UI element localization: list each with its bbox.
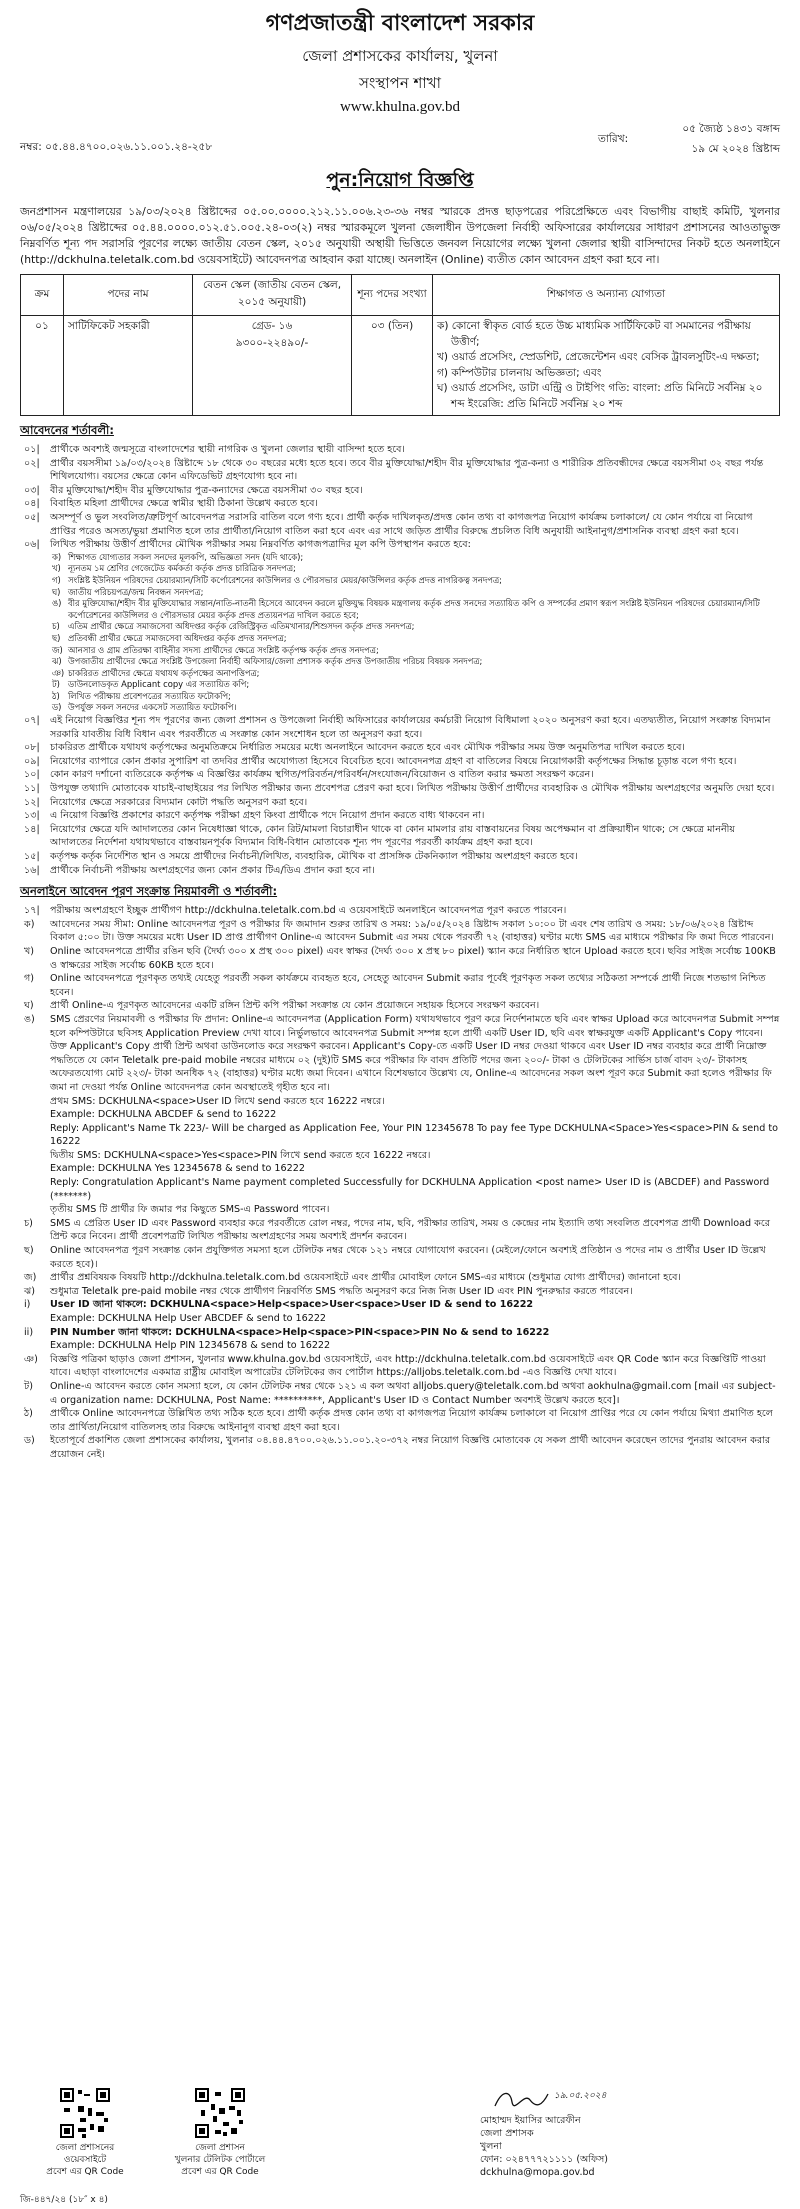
- list-item-text: বিজ্ঞপ্তি পত্রিকা ছাড়াও জেলা প্রশাসন, খুলনার www.khulna.gov.bd ওয়েবসাইটে, এবং http://dckhulna.teletalk.com.bd ওয়েবসাইটে এবং QR Code স্ক্যান করে বিজ্ঞপ্তিটি পাওয়া যাবে। এছাড়া বাংলাদেশের একমাত্র রাষ্ট্রীয় মোবাইল অপারেটর টেলিটকের জব পোর্টাল https://alljobs.teletalk.com.bd -এও বিজ্ঞপ্তি দেখা যাবে।: [50, 1353, 766, 1379]
- list-item: [20, 1434, 780, 1461]
- signatory-email[interactable]: dckhulna@mopa.gov.bd: [480, 2167, 595, 2178]
- signatory-phone: ফোন: ০২৪৭৭৭২১১১১ (অফিস): [480, 2154, 608, 2165]
- notice-title-text: পুন:নিয়োগ বিজ্ঞপ্তি: [326, 169, 474, 191]
- list-item-number: ১২|: [24, 796, 40, 808]
- list-item: [20, 945, 780, 972]
- list-item: [20, 1312, 780, 1326]
- list-item: [20, 972, 780, 999]
- list-item: [20, 1326, 780, 1340]
- list-item: [20, 511, 780, 538]
- list-item-number: ০৪|: [24, 498, 40, 510]
- list-item: [20, 782, 780, 796]
- row-count: ০৩ (তিন): [352, 316, 433, 416]
- list-item: [20, 918, 780, 945]
- list-item: [20, 633, 780, 645]
- list-item-number: ০৮|: [24, 742, 40, 754]
- list-item-text: এই নিয়োগ বিজ্ঞপ্তির শূন্য পদ পূরণের জন্য জেলা প্রশাসন ও উপজেলা নির্বাহী অফিসারের কার্যালয়ের কর্মচারী নিয়োগ বিধিমালা ২০২০ অনুসরণ করা হবে। এতদ্ব্যতীত, নিয়োগ সংক্রান্ত বিদ্যমান সরকারি যাবতীয় বিধি বিধান এবং পরবর্তীতে এ সংক্রান্ত কোন সংশোধন হলে তা অনুসরণ করা হবে।: [50, 715, 771, 740]
- list-item-number: ঞ): [52, 667, 65, 678]
- list-item-text: SMS এ প্রেরিত User ID এবং Password ব্যবহার করে পরবর্তীতে রোল নম্বর, পদের নাম, ছবি, পরীক্ষার তারিখ, সময় ও কেন্দ্রের নাম ইত্যাদি তথ্য সংবলিত প্রবেশপত্র প্রার্থী Download করে প্রিন্ট করে নিবেন। প্রার্থী প্রবেশপত্রটি লিখিত পরীক্ষায় অংশগ্রহণের সময় অবশ্যই প্রদর্শন করবেন।: [50, 1217, 770, 1243]
- list-item: [20, 714, 780, 741]
- list-item-number: ১১|: [24, 783, 40, 795]
- qr-caption-line: জেলা প্রশাসন: [195, 2143, 245, 2153]
- list-item-text: সংশ্লিষ্ট ইউনিয়ন পরিষদের চেয়ারম্যান/সিটি কর্পোরেশনের কাউন্সিলর ও পৌরসভার মেয়র/কাউন্সিলর কর্তৃক প্রদত্ত নাগরিকত্ব সনদপত্র;: [68, 574, 502, 585]
- list-item-number: ঝ): [24, 1285, 36, 1297]
- list-item-text: প্রার্থীকে অবশ্যই জন্মসূত্রে বাংলাদেশের স্থায়ী নাগরিক ও খুলনা জেলার স্থায়ী বাসিন্দা হতে হবে।: [50, 444, 405, 455]
- list-item: [20, 598, 780, 621]
- list-item-number: গ): [52, 574, 61, 585]
- qualification-item: গ) কম্পিউটার চালনায় অভিজ্ঞতা; এবং: [437, 366, 602, 379]
- list-item-text: এতিম প্রার্থীর ক্ষেত্রে সমাজসেবা অধিদপ্তর কর্তৃক রেজিস্ট্রিকৃত এতিমখানার/শিশুসদন কর্তৃক প্রদত্ত সনদপত্র;: [68, 621, 415, 632]
- list-item: [20, 768, 780, 782]
- conditions-list: [20, 443, 780, 877]
- list-item-number: ট): [52, 679, 60, 690]
- list-item-text: Example: DCKHULNA ABCDEF & send to 16222: [50, 1109, 277, 1121]
- list-item-text: চাকরিরত প্রার্থীকে যথাযথ কর্তৃপক্ষের অনুমতিক্রমে নির্ধারিত সময়ের মধ্যে অনলাইনে আবেদন করতে হবে এবং মৌখিক পরীক্ষার সময় উক্ত অনুমতিপত্র দাখিল করতে হবে।: [50, 742, 685, 754]
- list-item-text: আনসার ও গ্রাম প্রতিরক্ষা বাহিনীর সদস্য প্রার্থীদের ক্ষেত্রে সংশ্লিষ্ট কর্তৃপক্ষ কর্তৃক প্রদত্ত সনদপত্র;: [68, 644, 379, 655]
- list-item: [20, 809, 780, 823]
- list-item-number: খ): [24, 945, 35, 957]
- list-item-text: কর্তৃপক্ষ কর্তৃক নির্দেশিত স্থান ও সময়ে প্রার্থীদের নির্বাচনী/লিখিত, ব্যবহারিক, মৌখিক বা প্রাসঙ্গিক টেকনিক্যাল পরীক্ষায় অংশগ্রহণ করতে হবে।: [50, 851, 578, 862]
- list-item-text: লিখিত পরীক্ষায় প্রবেশপত্রের সত্যায়িত ফটোকপি;: [68, 690, 231, 701]
- list-item: [20, 1108, 780, 1122]
- qr-caption-line: প্রবেশ এর QR Code: [181, 2167, 259, 2177]
- list-item-text: SMS প্রেরণের নিয়মাবলী ও পরীক্ষার ফি প্রদান: Online-এ আবেদনপত্র (Application Form) যথাযথভাবে পূরণ করে নির্দেশনামতে ছবি এবং স্বাক্ষর Upload করে আবেদনপত্র Submit সম্পন্ন হলে কম্পিউটারে ছবিসহ Application Preview দেখা যাবে। নির্ভুলভাবে আবেদনপত্র Submit সম্পন্ন হলে প্রার্থী একটি User ID, ছবি এবং স্বাক্ষরযুক্ত একটি Applicant's Copy পাবেন। উক্ত Applicant's Copy প্রার্থী প্রিন্ট অথবা ডাউনলোড করে সংরক্ষণ করবেন। Applicant's Copy-তে একটি User ID নম্বর দেওয়া থাকবে এবং User ID নম্বর ব্যবহার করে প্রার্থী নিম্নোক্ত পদ্ধতিতে যে কোন Teletalk pre-paid mobile নম্বরের মাধ্যমে ০২ (দুই)টি SMS করে পরীক্ষার ফি বাবদ প্রতিটি পদের জন্য ২০০/- টাকা ও টেলিটকের সার্ভিস চার্জ বাবদ ২৩/- টাকাসহ অফেরতযোগ্য মোট ২২৩/- টাকা অনধিক ৭২ (বাহাত্তর) ঘণ্টার মধ্যে জমা দিবেন। এখানে বিশেষভাবে উল্লেখ্য যে, Online-এ আবেদনের সকল অংশ পূরণ করে Submit করা হলেও পরীক্ষার ফি জমা না দেওয়া পর্যন্ত Online আবেদনপত্র কোন অবস্থাতেই গৃহীত হবে না।: [50, 1013, 780, 1093]
- list-item-number: ১৫|: [24, 851, 40, 862]
- list-item-number: ০৩|: [24, 484, 40, 496]
- list-item-text: Reply: Congratulation Applicant's Name payment completed Successfully for DCKHULNA Application <post name> User ID is (ABCDEF) and Password (*******): [50, 1177, 770, 1202]
- list-item-number: খ): [52, 563, 61, 574]
- qualification-item: ঘ) ওয়ার্ড প্রসেসিং, ডাটা এন্ট্রি ও টাইপিং গতি: বাংলা: প্রতি মিনিটে সর্বনিম্ন ২০ শব্দ ইংরেজি: প্রতি মিনিটে সর্বনিম্ন ২০ শব্দ: [437, 382, 763, 410]
- print-code: জি-৪৪৭/২৪ (১৮″ x ৪): [20, 2195, 108, 2205]
- list-item-text: Online আবেদনপত্র পূরণ সংক্রান্ত কোন প্রযুক্তিগত সমস্যা হলে টেলিটক নম্বর থেকে ১২১ নম্বরে যোগাযোগ করবেন। (মেইলে/ফোনে অবশ্যই প্রতিষ্ঠান ও পদের নাম ও প্রার্থীর User ID উল্লেখ করতে হবে)।: [50, 1245, 766, 1270]
- list-item: [20, 1380, 780, 1407]
- list-item-number: i): [24, 1299, 31, 1311]
- qr-code-teletalk[interactable]: [195, 2088, 245, 2138]
- list-item-text: জাতীয় পরিচয়পত্র/জন্ম নিবন্ধন সনদপত্র;: [68, 586, 204, 597]
- list-item: [20, 1298, 780, 1312]
- row-serial: ০১: [21, 316, 64, 416]
- list-item: [20, 702, 780, 714]
- list-item: [20, 1285, 780, 1299]
- list-item-text: তৃতীয় SMS টি প্রার্থীর ফি জমার পর কিছুতে SMS-এ Password পাবেন।: [50, 1204, 330, 1216]
- list-item-text: প্রথম SMS: DCKHULNA<space>User ID লিখে send করতে হবে 16222 নম্বরে।: [50, 1095, 385, 1107]
- list-item-number: ড): [52, 702, 62, 713]
- list-item-number: ঘ): [52, 586, 61, 597]
- notice-page: [20, 0, 780, 2205]
- list-item-text: পরীক্ষায় অংশগ্রহণে ইচ্ছুক প্রার্থীগণ http://dckhulna.teletalk.com.bd এ ওয়েবসাইটে অনলাইনে আবেদনপত্র পূরণ করতে পারবেন।: [50, 905, 567, 917]
- signature: [490, 2086, 610, 2112]
- notice-title: [20, 166, 780, 198]
- list-item-text: Example: DCKHULNA Yes 12345678 & send to 16222: [50, 1163, 305, 1175]
- list-item-text: নিয়োগের ব্যাপারে কোন প্রকার সুপারিশ বা তদবির প্রার্থীর অযোগ্যতা হিসেবে বিবেচিত হবে। আবেদনপত্র গ্রহণ বা বাতিলের বিষয়ে নিয়োগকারী কর্তৃপক্ষের সিদ্ধান্ত চূড়ান্ত বলে গণ্য হবে।: [50, 755, 737, 767]
- qr-code-icon: [195, 2088, 245, 2138]
- list-item-text: ন্যূনতম ১ম শ্রেণির গেজেটেড কর্মকর্তা কর্তৃক প্রদত্ত চারিত্রিক সনদপত্র;: [68, 563, 296, 574]
- list-item-number: ঙ): [24, 1013, 35, 1025]
- row-scale: [193, 316, 352, 416]
- qualification-item: ক) কোনো স্বীকৃত বোর্ড হতে উচ্চ মাধ্যমিক সার্টিফিকেট বা সমমানের পরীক্ষায় উত্তীর্ণ;: [437, 320, 751, 348]
- list-item-text: উপজাতীয় প্রার্থীদের ক্ষেত্রে সংশ্লিষ্ট উপজেলা নির্বাহী অফিসার/জেলা প্রশাসক কর্তৃক প্রদত্ত উপজাতীয় পরিচয় বিষয়ক সনদপত্র;: [68, 656, 483, 667]
- list-item: [20, 1095, 780, 1109]
- list-item: [20, 538, 780, 552]
- list-item: [20, 1176, 780, 1203]
- qr-caption-website: [40, 2142, 130, 2178]
- list-item: [20, 1407, 780, 1434]
- intro-paragraph: জনপ্রশাসন মন্ত্রণালয়ের ১৯/০৩/২০২৪ খ্রিষ্টাব্দের ০৫.০০.০০০০.২১২.১১.০০৬.২৩-৩৬ নম্বর স্মারকে প্রদত্ত ছাড়পত্রের পরিপ্রেক্ষিতে এবং বিভাগীয় বাছাই কমিটি, খুলনার ০৬/০৫/২০২৪ খ্রিষ্টাব্দের ০৫.৪৪.০০০০.০১২.৫১.০০৫.২৪-০৩(২) নম্বর স্মারকমূলে খুলনা জেলাধীন উপজেলা নির্বাহী অফিসারের কার্যালয়ের সাধারণ প্রশাসনের আওতাভুক্ত নিম্নবর্ণিত শূন্য পদ সরাসরি পূরণের লক্ষ্যে জাতীয় বেতন স্কেল, ২০১৫ অনুযায়ী অস্থায়ী ভিত্তিতে জনবল নিয়োগের লক্ষ্যে খুলনা জেলার স্থায়ী বাসিন্দাদের নিকট হতে অনলাইনে (http://dckhulna.teletalk.com.bd ওয়েবসাইটে) আবেদনপত্র আহবান করা যাচ্ছে। অনলাইন (Online) ব্যতীত কোন আবেদন গ্রহণ করা হবে না।: [20, 205, 780, 266]
- list-item-number: ঙ): [52, 598, 62, 609]
- date-gregorian: ১৯ মে ২০২৪ খ্রিষ্টাব্দ: [691, 143, 780, 155]
- list-item: [20, 823, 780, 850]
- memo-line: [20, 120, 780, 164]
- list-item-text: Online আবেদনপত্রে পূরণকৃত তথ্যই যেহেতু পরবর্তী সকল কার্যক্রমে ব্যবহৃত হবে, সেহেতু আবেদন Submit করার পূর্বেই পূরণকৃত সকল তথ্যের সঠিকতা সম্পর্কে প্রার্থী নিজে শতভাগ নিশ্চিত হবেন।: [50, 973, 766, 998]
- list-item-number: ঞ): [24, 1353, 38, 1365]
- list-item-text: এ নিয়োগ বিজ্ঞপ্তি প্রকাশের কারণে কর্তৃপক্ষ পরীক্ষা গ্রহণ কিংবা প্রার্থীকে পদে নিয়োগ প্রদান করতে বাধ্য থাকবেন না।: [50, 810, 485, 822]
- list-item-number: ট): [24, 1380, 33, 1392]
- list-item-text: প্রার্থীকে নির্বাচনী পরীক্ষায় অংশগ্রহণের জন্য কোন প্রকার টিএ/ডিএ প্রদান করা হবে না।: [50, 864, 375, 876]
- list-item-number: ক): [52, 551, 62, 562]
- list-item-text: বিবাহিত মহিলা প্রার্থীদের ক্ষেত্রে স্বামীর স্থায়ী ঠিকানা উল্লেখ করতে হবে।: [50, 498, 318, 510]
- list-item-number: ঝ): [52, 656, 62, 667]
- list-item: [20, 864, 780, 878]
- list-item-number: ঘ): [24, 1000, 34, 1012]
- list-item: [20, 679, 780, 691]
- list-item-text: দ্বিতীয় SMS: DCKHULNA<space>Yes<space>PIN লিখে send করতে হবে 16222 নম্বরে।: [50, 1149, 431, 1161]
- date-bangla: ০৫ জ্যৈষ্ঠ ১৪৩১ বঙ্গাব্দ: [682, 123, 780, 135]
- list-item: [20, 497, 780, 511]
- list-item-text: শুধুমাত্র Teletalk pre-paid mobile নম্বর থেকে প্রার্থীগণ নিম্নবর্ণিত SMS পদ্ধতি অনুসরণ করে নিজ নিজ User ID এবং PIN পুনরুদ্ধার করতে পারবেন।: [50, 1285, 633, 1297]
- row-grade: গ্রেড- ১৬: [251, 320, 293, 332]
- list-item-text: উপযুক্ত তথ্যাদি মোতাবেক যাচাই-বাছাইয়ের পর লিখিত পরীক্ষার জন্য প্রবেশপত্র প্রেরণ করা হবে। লিখিত পরীক্ষায় উত্তীর্ণ প্রার্থীদের ব্যবহারিক ও মৌখিক পরীক্ষায় অংশগ্রহণের অনুমতি দেয়া হবে।: [50, 783, 775, 795]
- qualification-item: খ) ওয়ার্ড প্রসেসিং, স্প্রেডশিট, প্রেজেন্টেশন এবং বেসিক ট্রাবলসুটিং-এ দক্ষতা;: [437, 351, 760, 363]
- list-item-text: নিয়োগের ক্ষেত্রে যদি আদালতের কোন নিষেধাজ্ঞা থাকে, কোন রিট/মামলা বিচারাধীন থাকে বা কোন মামলার রায় বাস্তবায়নের বিষয় অপেক্ষমান বা প্রক্রিয়াধীন থাকে; সে ক্ষেত্রে মাননীয় আদালতের নির্দেশনা যথাযথভাবে বাস্তবায়নপূর্বক বিদ্যমান বিধি-বিধান মোতাবেক শূন্য পদ পূরণের পরবর্তী কার্যক্রম গ্রহণ করা হবে।: [50, 823, 736, 849]
- list-item-number: ০২|: [24, 457, 40, 469]
- qr-code-website[interactable]: [60, 2088, 110, 2138]
- qr-caption-line: খুলনার টেলিটক পোর্টালে: [174, 2155, 266, 2165]
- list-item: [20, 552, 780, 564]
- list-item-text: Example: DCKHULNA Help User ABCDEF & send to 16222: [50, 1313, 327, 1324]
- online-rules-title: অনলাইনে আবেদন পূরণ সংক্রান্ত নিয়মাবলী ও শর্তাবলী:: [20, 884, 278, 899]
- signatory-block: [480, 2114, 680, 2179]
- signature-date: ১৯.০৫.২০২৪: [554, 2091, 607, 2101]
- list-item-number: জ): [52, 644, 63, 655]
- col-count: শূন্য পদের সংখ্যা: [352, 275, 433, 316]
- list-item-number: ১৪|: [24, 823, 40, 835]
- list-item-text: প্রতিবন্ধী প্রার্থীর ক্ষেত্রে সমাজসেবা অধিদপ্তর কর্তৃক প্রদত্ত সনদপত্র;: [68, 632, 287, 643]
- list-item-number: ০৬|: [24, 539, 40, 551]
- list-item: [20, 796, 780, 810]
- list-item-text: প্রার্থী Online-এ পূরণকৃত আবেদনের একটি রঙ্গিন প্রিন্ট কপি পরীক্ষা সংক্রান্ত যে কোন প্রয়োজনে সহায়ক হিসেবে সংরক্ষণ করবেন।: [50, 1000, 540, 1012]
- vacancy-table-header: [21, 275, 780, 316]
- list-item: [20, 668, 780, 680]
- list-item-text: বীর মুক্তিযোদ্ধা/শহীদ বীর মুক্তিযোদ্ধার সন্তান/নাতি-নাতনী হিসেবে আবেদন করলে মুক্তিযুদ্ধ বিষয়ক মন্ত্রণালয় কর্তৃক প্রদত্ত সনদের সত্যায়িত কপি ও সম্পর্কের প্রমাণ স্বরূপ সংশ্লিষ্ট ইউনিয়ন পরিষদের চেয়ারম্যান/সিটি কর্পোরেশনের কাউন্সিলর ও পৌরসভার মেয়র কর্তৃক প্রদত্ত প্রত্যয়নপত্র দাখিল করতে হবে;: [68, 598, 760, 620]
- row-post: সাটিফিকেট সহকারী: [64, 316, 193, 416]
- list-item-text: অসম্পূর্ণ ও ভুল সংবলিত/ত্রুটিপূর্ণ আবেদনপত্র সরাসরি বাতিল বলে গণ্য হবে। প্রার্থী কর্তৃক দাখিলকৃত/প্রদত্ত কোন তথ্য বা কাগজপত্র নিয়োগ কার্যক্রম চলাকালে/ যে কোন পর্যায়ে বা নিয়োগ প্রাপ্তির পরেও অসত্য/ভুয়া প্রমাণিত হলে তার প্রার্থীতা/নিয়োগ বাতিল করা হবে এবং এর সাথে জড়িত প্রার্থীর বিরুদ্ধে প্রচলিত বিধি অনুযায়ী আইনানুগ/প্রশাসনিক ব্যবস্থা গ্রহণ করা হবে।: [50, 511, 753, 537]
- list-item-text: লিখিত পরীক্ষায় উত্তীর্ণ প্রার্থীদের মৌখিক পরীক্ষার সময় নিম্নবর্ণিত কাগজপত্রাদির মূল কপি উপস্থাপন করতে হবে:: [50, 539, 471, 551]
- list-item: [20, 1217, 780, 1244]
- list-item-text: প্রার্থীকে Online আবেদনপত্রে উল্লিখিত তথ্য সঠিক হতে হবে। প্রার্থী কর্তৃক প্রদত্ত কোন তথ্য বা কাগজপত্র নিয়োগ কার্যক্রম চলাকালে বা নিয়োগ প্রাপ্তির পরে যে কোন পর্যায়ে মিথ্যা প্রমাণিত হলে তার প্রার্থিতা/নিয়োগ বাতিলসহ তার বিরুদ্ধে আইনানুগ ব্যবস্থা গ্রহণ করা হবে।: [50, 1408, 773, 1433]
- row-pay-scale: ৯৩০০-২২৪৯০/-: [235, 337, 309, 349]
- list-item: [20, 575, 780, 587]
- list-item: [20, 1203, 780, 1217]
- list-item-number: গ): [24, 973, 35, 985]
- list-item-number: ড): [24, 1435, 35, 1447]
- qr-caption-line: ওয়েবসাইটে: [63, 2155, 107, 2165]
- memo-number: নম্বর: ০৫.৪৪.৪৭০০.০২৬.১১.০০১.২৪-২৫৮: [20, 141, 213, 153]
- list-item-text: User ID জানা থাকলে: DCKHULNA<space>Help<space>User<space>User ID & send to 16222: [50, 1299, 534, 1311]
- list-item-text: ডাউনলোডকৃত Applicant copy এর সত্যায়িত কপি;: [68, 679, 250, 690]
- list-item-number: ঠ): [24, 1408, 33, 1420]
- list-item-text: ইতোপূর্বে প্রকাশিত জেলা প্রশাসকের কার্যালয়, খুলনার ০৪.৪৪.৪৭০০.০২৬.১১.০০১.২০-৩৭২ নম্বর নিয়োগ বিজ্ঞপ্তি মোতাবেক যে সকল প্রার্থী আবেদন করেছেন তাদের পুনরায় আবেদন করার প্রয়োজন নেই।: [50, 1435, 771, 1460]
- letterhead: [20, 6, 780, 116]
- col-scale: বেতন স্কেল (জাতীয় বেতন স্কেল, ২০১৫ অনুযায়ী): [193, 275, 352, 316]
- list-item-text: Online আবেদনপত্রে প্রার্থীর রঙিন ছবি (দৈর্ঘ্য ৩০০ x প্রস্থ ৩০০ pixel) এবং স্বাক্ষর (দৈর্ঘ্য ৩০০ x প্রস্থ ৮০ pixel) স্ক্যান করে নির্ধারিত স্থানে Upload করতে হবে। ছবির সাইজ সর্বোচ্চ 100KB ও স্বাক্ষরের সাইজ সর্বোচ্চ 60KB হতে হবে।: [50, 945, 776, 971]
- list-item-number: জ): [24, 1272, 37, 1284]
- list-item: [20, 1149, 780, 1163]
- list-item-number: ii): [24, 1326, 34, 1338]
- government-name: গণপ্রজাতন্ত্রী বাংলাদেশ সরকার: [265, 11, 535, 36]
- col-post: পদের নাম: [64, 275, 193, 316]
- list-item: [20, 645, 780, 657]
- col-qualification: শিক্ষাগত ও অন্যান্য যোগ্যতা: [433, 275, 780, 316]
- list-item: [20, 999, 780, 1013]
- list-item: [20, 1122, 780, 1149]
- list-item: [20, 621, 780, 633]
- row-qualification: [433, 316, 780, 416]
- list-item-number: ১৩|: [24, 810, 40, 822]
- list-item-number: ১৭|: [24, 905, 40, 917]
- list-item: [20, 850, 780, 864]
- list-item: [20, 741, 780, 755]
- list-item: [20, 443, 780, 457]
- conditions-title: আবেদনের শর্তাবলী:: [20, 423, 114, 437]
- list-item-number: ০১|: [24, 444, 40, 455]
- list-item: [20, 457, 780, 484]
- col-serial: ক্রম: [21, 275, 64, 316]
- list-item-text: প্রার্থীর বয়সসীমা ১৯/০৩/২০২৪ খ্রিষ্টাব্দে ১৮ থেকে ৩০ বছরের মধ্যে হতে হবে। তবে বীর মুক্তিযোদ্ধা/শহীদ বীর মুক্তিযোদ্ধার পুত্র-কন্যা ও শারীরিক প্রতিবন্ধীদের ক্ষেত্রে বয়সসীমা ৩২ বছর পর্যন্ত শিথিলযোগ্য। বয়সের ক্ষেত্রে কোন এফিডেভিট গ্রহণযোগ্য হবে না।: [50, 457, 764, 483]
- office-name: জেলা প্রশাসকের কার্যালয়, খুলনা: [302, 47, 498, 65]
- signatory-designation: জেলা প্রশাসক: [480, 2128, 534, 2139]
- branch-name: সংস্থাপন শাখা: [359, 74, 441, 92]
- list-item-text: আবেদনের সময় সীমা: Online আবেদনপত্র পূরণ ও পরীক্ষার ফি জমাদান শুরুর তারিখ ও সময়: ১৯/০৫/২০২৪ খ্রিষ্টাব্দ সকাল ১০:০০ টা এবং শেষ তারিখ ও সময়: ১৮/০৬/২০২৪ খ্রিষ্টাব্দ বিকাল ৫:০০ টা। উক্ত সময়ের মধ্যে User ID প্রাপ্ত প্রার্থীগণ Online-এ আবেদন Submit এর সময় থেকে পরবর্তী ৭২ (বাহাত্তর) ঘণ্টার মধ্যে SMS এর মাধ্যমে পরীক্ষার ফি জমা দিতে পারবেন।: [50, 918, 774, 944]
- list-item-text: শিক্ষাগত যোগ্যতার সকল সনদের মূলকপি, অভিজ্ঞতা সনদ (যদি থাকে);: [68, 551, 304, 562]
- list-item-number: ০৫|: [24, 511, 40, 523]
- list-item-number: চ): [52, 621, 60, 632]
- list-item: [20, 484, 780, 498]
- list-item-text: উপর্যুক্ত সকল সনদের একসেট সত্যায়িত ফটোকপি।: [68, 702, 237, 713]
- list-item-number: ঠ): [52, 690, 60, 701]
- list-item-text: Example: DCKHULNA Help PIN 12345678 & send to 16222: [50, 1340, 331, 1352]
- list-item-number: ছ): [52, 632, 61, 643]
- list-item-text: বীর মুক্তিযোদ্ধা/শহীদ বীর মুক্তিযোদ্ধার পুত্র-কন্যাদের ক্ষেত্রে বয়সসীমা ৩০ বছর হবে।: [50, 484, 363, 496]
- list-item: [20, 563, 780, 575]
- table-row: [21, 316, 780, 416]
- list-item: [20, 691, 780, 703]
- list-item: [20, 656, 780, 668]
- qr-caption-line: প্রবেশ এর QR Code: [46, 2167, 124, 2177]
- signatory-name: মোহাম্মদ ইয়াসির আরেফীন: [480, 2115, 581, 2126]
- qr-code-icon: [60, 2088, 110, 2138]
- list-item-text: চাকরিরত প্রার্থীদের ক্ষেত্রে যথাযথ কর্তৃপক্ষের অনাপত্তিপত্র;: [68, 667, 260, 678]
- list-item: [20, 1353, 780, 1380]
- list-item: [20, 587, 780, 599]
- signatory-place: খুলনা: [480, 2141, 502, 2152]
- list-item-number: ০৯|: [24, 755, 40, 767]
- list-item-number: চ): [24, 1217, 33, 1229]
- list-item: [20, 904, 780, 918]
- list-item: [20, 755, 780, 769]
- list-item-number: ১০|: [24, 769, 40, 781]
- list-item-text: Online-এ আবেদন করতে কোন সমস্যা হলে, যে কোন টেলিটক নম্বর থেকে ১২১ এ কল অথবা alljobs.query@teletalk.com.bd অথবা aokhulna@gmail.com [mail এর subject-এ organization name: DCKHULNA, Post Name: **********, Applicant's User ID ও Contact Number অবশ্যই উল্লেখ করতে হবে]।: [50, 1380, 776, 1406]
- list-item-text: PIN Number জানা থাকলে: DCKHULNA<space>Help<space>PIN<space>PIN No & send to 16222: [50, 1326, 550, 1338]
- qr-caption-line: জেলা প্রশাসনের: [55, 2143, 115, 2153]
- list-item: [20, 1339, 780, 1353]
- list-item-number: ছ): [24, 1245, 34, 1257]
- online-rules-list: [20, 904, 780, 1461]
- list-item-text: প্রার্থীর প্রশ্নবিষয়ক বিষয়টি http://dckhulna.teletalk.com.bd ওয়েবসাইটে এবং প্রার্থীর মোবাইল ফোনে SMS-এর মাধ্যমে (শুধুমাত্র যোগ্য প্রার্থীদের) জানানো হবে।: [50, 1272, 681, 1284]
- list-item-text: কোন কারণ দর্শানো ব্যতিরেকে কর্তৃপক্ষ এ বিজ্ঞপ্তির কার্যক্রম স্থগিত/পরিবর্তন/পরিবর্ধন/সংযোজন/বিয়োজন ও বাতিল করার ক্ষমতা সংরক্ষণ করেন।: [50, 769, 594, 781]
- office-website[interactable]: www.khulna.gov.bd: [339, 99, 461, 115]
- list-item-text: নিয়োগের ক্ষেত্রে সরকারের বিদ্যমান কোটা পদ্ধতি অনুসরণ করা হবে।: [50, 796, 308, 808]
- list-item: [20, 1162, 780, 1176]
- qr-caption-teletalk: [170, 2142, 270, 2178]
- vacancy-table: [20, 274, 780, 416]
- date-label: তারিখ:: [598, 133, 629, 145]
- list-item-text: Reply: Applicant's Name Tk 223/- Will be charged as Application Fee, Your PIN 12345678 To pay fee Type DCKHULNA<Space>Yes<space>PIN & send to 16222: [50, 1122, 779, 1148]
- list-item-number: ক): [24, 918, 35, 930]
- list-item-number: ১৬|: [24, 864, 40, 876]
- list-item-number: ০৭|: [24, 715, 40, 727]
- list-item: [20, 1271, 780, 1285]
- list-item: [20, 1013, 780, 1095]
- list-item: [20, 1244, 780, 1271]
